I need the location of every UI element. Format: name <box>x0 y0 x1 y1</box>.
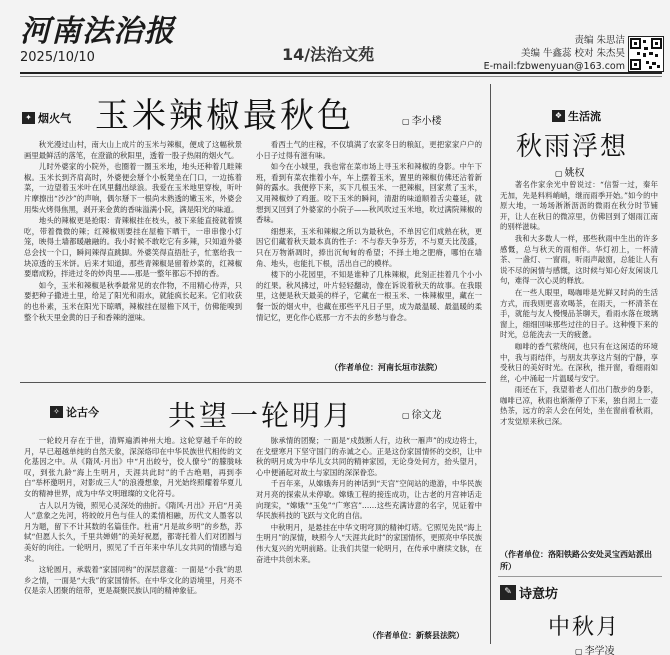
article-title: 中秋月 <box>548 615 621 640</box>
article-paragraph: 古人以月为镜，照见心灵深处的曲折。《隋风·月出》开启“月美人”意象之先河，将皎皎月色与佳人的柔情相融，历代文人墨客以月为题，留下不计其数的名篇佳作。杜甫“月是故乡明”的乡愁，苏轼“但愿人长久，千里共婵娟”的美好祝愿，都寄托着人们对团圆与美好的向往。一轮明月，照见了千百年来中华儿女共同的情感与追求。 <box>24 500 242 563</box>
article-paragraph: 脉承情的团聚；一面是“戍鼓断人行，边秋一雁声”的戍边将士，在戈壁寒月下坚守国门的赤诚之心。正是这份家国情怀的交织，让中秋的明月成为中华儿女共同的精神家园，无论身处何方，抬头望月，心中便涌起对故土与家国的深深眷恋。 <box>256 436 482 477</box>
section-tag-lunguji <box>50 404 99 420</box>
author-unit: （作者单位：洛阳铁路公安处灵宝西站派出所） <box>500 549 652 571</box>
article-paragraph: 咖啡的香气萦绕间，也只有在这闲适的环境中，我与雨结伴，与朋友共享这片刻的宁静，享受秋日的美好时光。在深秋，推开窗，看细雨如丝，心中涌起一片温暖与安宁。 <box>500 341 658 383</box>
article-paragraph: 儿时外婆家的小院外，也圈着一圈玉米地，地头还种着几畦辣椒。玉米长到齐肩高时，外婆便会掰个小板凳坐在门口，一边拣着菜，一边望着玉米叶在风里翻出绿浪。我爱在玉米地里穿梭，听叶片摩擦出“沙沙”的声响，偶尔掰下一根尚未熟透的嫩玉米，外婆会用柴火烤得焦黑，剥开来金黄的香味溢满小院，满是阳光的味道。 <box>24 162 242 214</box>
article-paragraph: 楼下的小花园里，不知是谁种了几株辣椒，此刻正挂着几个小小的红果。秋风拂过，叶片轻轻翻动，像在诉说着秋天的故事。在我眼里，这便是秋天最美的样子，它藏在一根玉米、一株辣椒里，藏在一餐一饭的烟火中，也藏在那些平凡日子里，成为最温暖、最温暖的柔情记忆，更化作心底那一方不去的乡愁与眷念。 <box>256 270 482 322</box>
article-body-column <box>256 140 482 358</box>
author-unit: （作者单位：新蔡县法院） <box>368 630 464 640</box>
credit-line: 美编 牛鑫蕊 校对 朱杰昊 <box>520 48 625 59</box>
article-title: 玉米辣椒最秋色 <box>95 96 354 136</box>
article-author: ▢ 徐文龙 <box>402 406 442 421</box>
article-paragraph: 这轮圆月，承载着“家国同构”的深层意蕴：一面是“小我”的思乡之情，一面是“大我”的家国情怀。在中华文化的语境里，月亮不仅是亲人团聚的纽带，更是凝聚民族认同的精神象征。 <box>24 565 242 596</box>
article-author: ▢ 李小楼 <box>402 112 442 127</box>
section-tag-label: 诗意坊 <box>519 587 559 602</box>
qr-code-icon <box>629 37 663 71</box>
article-paragraph: 一轮皎月存在于世，清辉遍洒神州大地。这轮穿越千年的皎月，早已超越单纯的自然天象，深深烙印在中华民族世代相传的文化基因之中。从《隋风·月出》中“月出皎兮，佼人僚兮”的朦胧咏叹，到张九龄“海上生明月，天涯共此时”的千古绝唱，再到李白“举杯邀明月，对影成三人”的浪漫想象，月光始终照耀着华夏儿女的精神世界，成为中华文明璀璨的文化符号。 <box>24 436 242 498</box>
section-divider <box>20 382 486 383</box>
fire-icon: ✦ <box>22 112 35 124</box>
article-paragraph: 如今，玉米和辣椒是秋季最常见的农作物，不用精心侍弄，只要把种子撒进土里，给足了阳光和雨水，就能疯长起来。它们收获的也朴素，玉米在阳光下晾晒，辣椒挂在屋檐下风干，仿佛能嗅到整个秋天里金黄的日子和香辣的滋味。 <box>24 280 242 322</box>
poem-icon: ✎ <box>500 585 516 600</box>
article-paragraph: 我和大多数人一样，那些秋雨中生出的许多感慨，总与秋天的雨相伴。华灯初上，一杯清茶、一盏灯、一窗雨，听雨声敲窗，总能让人有说不尽的闲情与感慨，这时候与知心好友闲谈几句，难得一次心灵的释放。 <box>500 233 658 286</box>
article-body-column <box>500 180 658 548</box>
section-tag-yanhuoqi <box>22 110 71 126</box>
author-unit: （作者单位：河南长垣市法院） <box>330 362 442 372</box>
qr-code <box>628 36 664 72</box>
article-paragraph: 在一些人眼里，喝咖啡是光鲜又时尚的生活方式，而我则更喜欢喝茶，在雨天，一杯清茶在手，就能与友人慢慢品茶聊天，看雨水落在玻璃窗上，细细回味那些过往的日子。这种慢下来的时光，总能洗去一天的疲惫。 <box>500 287 658 340</box>
article-paragraph: 雨还在下，我望着老人们出门散步的身影，咖啡已凉，秋雨也渐渐停了下来，独自沏上一壶热茶，远方的亲人会在何处，坐在窗前看秋雨，才发觉原来秋已深。 <box>500 385 658 427</box>
section-tag-label: 烟火气 <box>38 112 71 125</box>
article-title: 共望一轮明月 <box>168 399 355 432</box>
editor-credits <box>480 34 625 73</box>
article-paragraph: 中秋明月，是悬挂在中华文明穹顶的精神灯塔。它照见先民“海上生明月”的深情，映照今人“天涯共此时”的家国情怀，更照亮中华民族伟大复兴的光明前路。让我们共望一轮明月，在传承中赓续文脉，在奋进中共创未来。 <box>256 522 482 564</box>
credit-line: 责编 朱思洁 <box>574 35 625 46</box>
article-author: ▢ 李学凌 <box>575 642 615 655</box>
article-body-column <box>256 436 482 626</box>
article-body-column <box>24 140 242 372</box>
section-tag-label: 生活流 <box>568 110 601 123</box>
section-divider <box>498 576 662 577</box>
article-paragraph: 如今在小城里，我也常在菜市场上寻玉米和辣椒的身影。中午下班，看到有菜农推着小车，车上摆着玉米，置里的辣椒仿佛还沾着新鲜的露水。我便停下来，买下几根玉米、一把辣椒，回家煮了玉米，又用辣椒炒了鸡蛋。咬下玉米的瞬间，清甜的味道顺着舌尖蔓延，就想到又回到了外婆家的小院子——秋风吹过玉米地，吹过满院辣椒的香味。 <box>256 162 482 225</box>
leaf-icon: ❖ <box>552 110 565 122</box>
issue-date: 2025/10/10 <box>20 50 95 65</box>
masthead-rule <box>20 72 662 74</box>
article-paragraph: 地头的辣椒更是抢眼：青辣椒挂在枝头，被下来能直接就着馍吃，带着微微的辣；红辣椒则要挂在屋檐下晒干，一串串像小灯笼，映得土墙都暖融融的。我小时候不敢吃它有多辣，只知道外婆总会找一个口，瞬间辣得直跳脚。外婆笑得直捂肚子，忙塞给我一块凉透的玉米饼。后来才知道，那些青辣椒是留着炒菜的，红辣椒要磨成粉，拌进过冬的炒肉里——那是一整年都忘不掉的香。 <box>24 216 242 279</box>
masthead-rule-thin <box>20 76 662 77</box>
article-paragraph: 细想来，玉米和辣椒之所以为最秋色，不单因它们成熟在秋，更因它们藏着秋天最本真的性子：不与春天争芬芳，不与夏天比茂盛，只在万物渐凋时，捧出沉甸甸的希望；不择土地之肥瘠，哪怕在墙角、地头，也能扎下根，活出自己的模样。 <box>256 226 482 268</box>
page-label: 14/法治文苑 <box>282 45 375 64</box>
article-paragraph: 千百年来，从嫦娥奔月的神话到“天宫”空间站的遨游，中华民族对月亮的探索从未停歇。嫦娥工程的接连成功，让古老的月宫神话走向现实，“嫦娥”“玉兔”“广寒宫”……这些充满诗意的名字，见证着中华民族科技的飞跃与文化的自信。 <box>256 479 482 521</box>
article-paragraph: 秋光漫过山村，南大山上成片的玉米与辣椒，便成了这幅秋景画里最鲜活的落笔，在澄澈的秋阳里，透着一股子热闹的烟火气。 <box>24 140 242 160</box>
article-author: ▢ 姚权 <box>555 164 585 179</box>
scroll-icon: ✧ <box>50 406 63 418</box>
article-paragraph: 著名作家余光中曾说过：“信誓一过，秦年无加，先是料料峭峭，继而雨季开始。”如今的中原大地，一场场淅淅沥沥的微雨在秋分时节铺开，让人在秋日的微凉里，仿佛回到了烟雨江南的别样滋味。 <box>500 180 658 232</box>
article-title: 秋雨浮想 <box>516 132 629 162</box>
column-divider <box>490 84 491 644</box>
section-tag-shenghuoliu <box>552 108 601 124</box>
credit-line: E-mail:fzbwenyuan@163.com <box>483 61 625 72</box>
newspaper-logo: 河南法治报 <box>20 14 175 49</box>
section-tag-label: 论古今 <box>66 406 99 419</box>
section-tag-shiyifang <box>500 583 558 602</box>
article-paragraph: 看西土气的庄稼，不仅填满了农家冬日的粮缸，更把家家户户的小日子过得有滋有味。 <box>256 140 482 160</box>
article-body-column <box>24 436 242 651</box>
